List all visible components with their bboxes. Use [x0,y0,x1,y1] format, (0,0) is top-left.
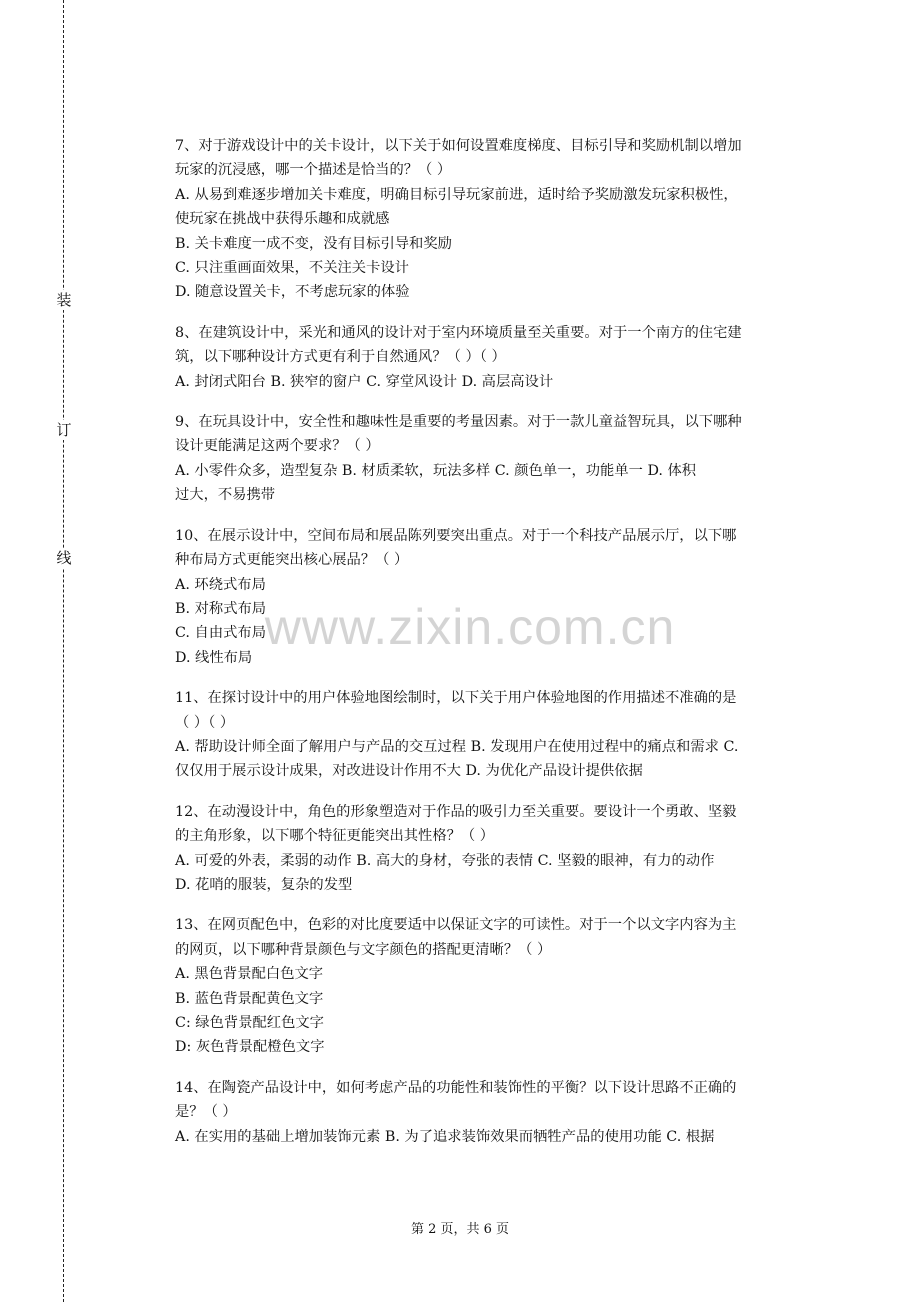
question-text-line: 设计更能满足这两个要求？（ ） [175,438,380,455]
question-text-line: 种布局方式更能突出核心展品？（ ） [175,552,409,569]
question-block [175,134,815,305]
question-text-line: D. 线性布局 [175,649,253,666]
question-text-line: B. 关卡难度一成不变，没有目标引导和奖励 [175,235,452,252]
question-text-line: 使玩家在挑战中获得乐趣和成就感 [175,211,390,228]
question-stem-line: 13、在网页配色中，色彩的对比度要适中以保证文字的可读性。对于一个以文字内容为主 [175,917,737,934]
page-footer: 第 2 页，共 6 页 [410,1222,510,1237]
question-text-line: A. 帮助设计师全面了解用户与产品的交互过程 B. 发现用户在使用过程中的痛点和需求 C. [175,738,739,755]
question-block [175,1076,815,1149]
question-text-line: A. 封闭式阳台 B. 狭窄的窗户 C. 穿堂风设计 D. 高层高设计 [175,373,554,390]
watermark: www.zixin.com.cn [264,599,676,655]
question-stem-line: 7、对于游戏设计中的关卡设计，以下关于如何设置难度梯度、目标引导和奖励机制以增加 [175,138,742,154]
question-block [175,524,815,670]
question-text-line: A. 黑色背景配白色文字 [175,966,324,983]
question-stem-line: 11、在探讨设计中的用户体验地图绘制时，以下关于用户体验地图的作用描述不准确的是 [175,690,737,707]
question-text-line: A. 可爱的外表，柔弱的动作 B. 高大的身材，夸张的表情 C. 坚毅的眼神，有力的动作 [175,852,715,869]
question-block [175,321,815,394]
binding-dashed-line [63,0,64,1302]
question-list [175,134,815,1165]
binding-char-ding: 订 [56,421,72,439]
question-block [175,800,815,898]
question-text-line: 筑，以下哪种设计方式更有利于自然通风？（ ）（ ） [175,349,506,366]
question-text-line: 仅仅用于展示设计成果，对改进设计作用不大 D. 为优化产品设计提供依据 [175,763,643,780]
question-text-line: C. 自由式布局 [175,625,267,642]
question-text-line: 过大，不易携带 [175,487,276,504]
question-stem-line: 8、在建筑设计中，采光和通风的设计对于室内环境质量至关重要。对于一个南方的住宅建 [175,324,742,341]
question-text-line: A. 小零件众多，造型复杂 B. 材质柔软，玩法多样 C. 颜色单一，功能单一 D. 体积 [175,462,697,479]
question-text-line: 玩家的沉浸感，哪一个描述是恰当的？（ ） [175,162,452,179]
question-text-line: 的主角形象，以下哪个特征更能突出其性格？（ ） [175,828,495,845]
binding-char-xian: 线 [56,549,72,567]
question-stem-line: 10、在展示设计中，空间布局和展品陈列要突出重点。对于一个科技产品展示厅，以下哪 [175,527,737,544]
question-text-line: C. 只注重画面效果，不关注关卡设计 [175,260,409,277]
question-text-line: C: 绿色背景配红色文字 [175,1015,324,1031]
binding-char-zhuang: 装 [56,291,72,309]
question-text-line: A. 环绕式布局 [175,576,266,593]
question-text-line: D. 花哨的服装，复杂的发型 [175,876,353,893]
question-text-line: B. 对称式布局 [175,600,267,617]
question-text-line: A. 从易到难逐步增加关卡难度，明确目标引导玩家前进，适时给予奖励激发玩家积极性， [175,186,738,203]
question-text-line: （ ）（ ） [175,714,235,731]
question-block [175,410,815,508]
question-text-line: D: 灰色背景配橙色文字 [175,1039,325,1056]
question-stem-line: 14、在陶瓷产品设计中，如何考虑产品的功能性和装饰性的平衡？以下设计思路不正确的 [175,1079,737,1096]
question-text-line: B. 蓝色背景配黄色文字 [175,990,324,1007]
question-stem-line: 9、在玩具设计中，安全性和趣味性是重要的考量因素。对于一款儿童益智玩具，以下哪种 [175,414,742,431]
question-block [175,686,815,784]
question-block [175,913,815,1059]
question-text-line: 的网页，以下哪种背景颜色与文字颜色的搭配更清晰？（ ） [175,941,552,958]
question-text-line: 是？（ ） [175,1104,237,1121]
question-stem-line: 12、在动漫设计中，角色的形象塑造对于作品的吸引力至关重要。要设计一个勇敢、坚毅 [175,803,737,820]
question-text-line: A. 在实用的基础上增加装饰元素 B. 为了追求装饰效果而牺牲产品的使用功能 C. 根据 [175,1128,715,1145]
question-text-line: D. 随意设置关卡，不考虑玩家的体验 [175,284,410,301]
